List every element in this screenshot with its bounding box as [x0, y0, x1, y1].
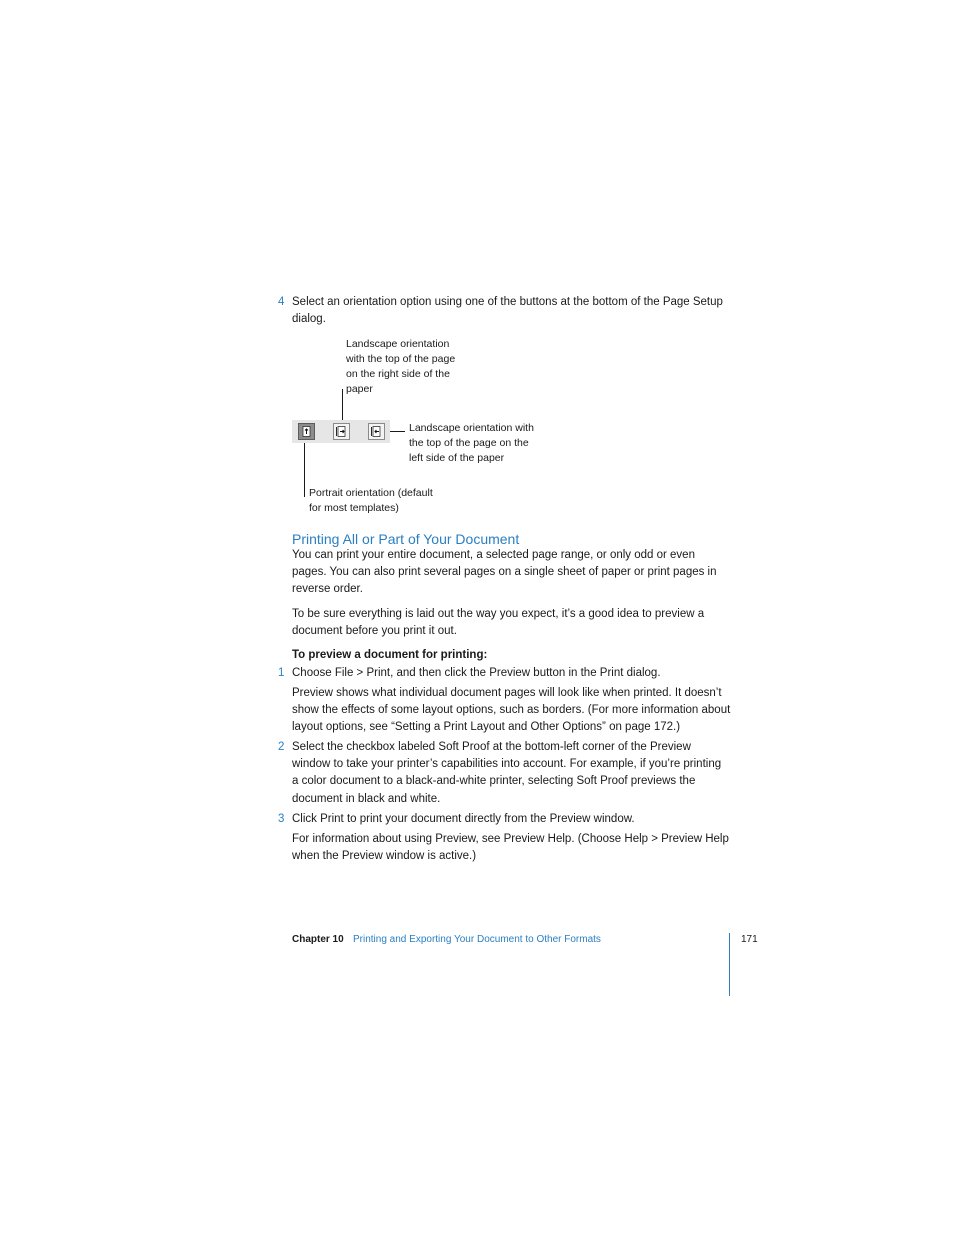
section-heading: Printing All or Part of Your Document — [292, 531, 520, 547]
step-text: Click Print to print your document directly from the Preview window. — [292, 813, 635, 825]
step-note: For information about using Preview, see Preview Help. (Choose Help > Preview Help when the Preview window is active.) — [292, 833, 729, 863]
footer-divider — [729, 933, 730, 996]
step-text: Select the checkbox labeled Soft Proof at the bottom-left corner of the Preview window to take your printer’s capabilities into account. For example, if you’re printing a color document to a black-and-white printer, selecting Soft Proof previews the document in black and white. — [292, 741, 722, 805]
step-text: Choose File > Print, and then click the Preview button in the Print dialog. — [292, 667, 661, 679]
preview-advice-paragraph: To be sure everything is laid out the way you expect, it’s a good idea to preview a document before you print it out. — [292, 608, 705, 638]
portrait-orientation-icon — [299, 424, 314, 439]
portrait-orientation-button[interactable] — [298, 423, 315, 440]
step-text: Select an orientation option using one of the buttons at the bottom of the Page Setup dialog. — [292, 296, 723, 326]
callout-landscape-right: Landscape orientation with the top of the page on the right side of the paper — [346, 338, 456, 395]
landscape-right-orientation-icon — [334, 424, 349, 439]
leader-line-bottom — [304, 440, 305, 497]
task-label: To preview a document for printing: — [292, 649, 488, 661]
footer-chapter-title: Printing and Exporting Your Document to Other Formats — [353, 934, 601, 945]
step-number: 3 — [278, 813, 285, 825]
page-number: 171 — [741, 934, 758, 945]
callout-portrait: Portrait orientation (default for most templates) — [309, 487, 433, 514]
intro-paragraph: You can print your entire document, a selected page range, or only odd or even pages. You can also print several pages on a single sheet of paper or print pages in reverse order. — [292, 549, 717, 596]
step-number: 2 — [278, 741, 285, 753]
callout-landscape-left: Landscape orientation with the top of the page on the left side of the paper — [409, 422, 534, 464]
landscape-right-orientation-button[interactable] — [333, 423, 350, 440]
footer-chapter: Chapter 10 — [292, 934, 344, 945]
leader-line-top — [342, 389, 343, 423]
step-number: 4 — [278, 296, 285, 308]
landscape-left-orientation-button[interactable] — [368, 423, 385, 440]
step-note: Preview shows what individual document pages will look like when printed. It doesn’t show the effects of some layout options, such as borders. (For more information about layout options, see “Setting a Print Layout and Other Options” on page 172.) — [292, 687, 731, 734]
step-number: 1 — [278, 667, 285, 679]
landscape-left-orientation-icon — [369, 424, 384, 439]
